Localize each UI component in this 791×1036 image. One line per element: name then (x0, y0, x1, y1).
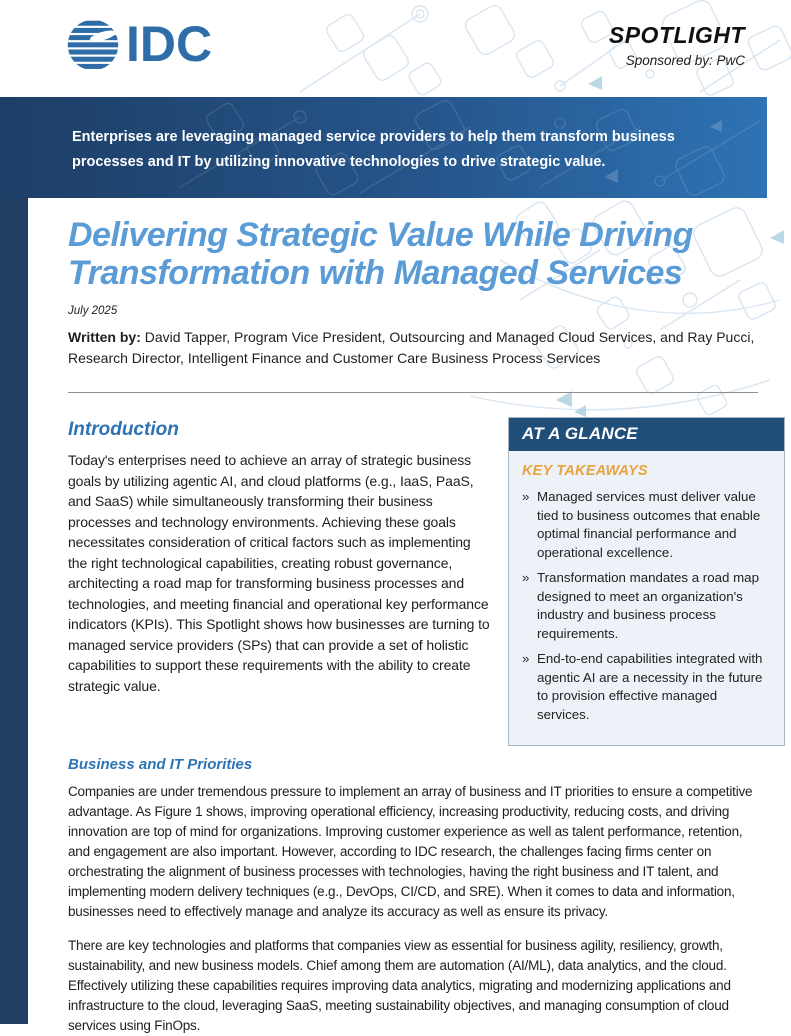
headline-banner (0, 97, 767, 198)
business-priorities-heading: Business and IT Priorities (68, 756, 253, 773)
chevron-bullet-icon: » (522, 489, 530, 504)
written-by-label: Written by: (68, 329, 141, 345)
left-edge-stripe (0, 97, 28, 1024)
idc-globe-icon (66, 18, 120, 72)
takeaway-item (522, 650, 772, 724)
takeaway-text: End-to-end capabilities integrated with agentic AI are a necessity in the future to provision effective managed services. (537, 651, 763, 722)
at-a-glance-body (509, 451, 784, 745)
publication-date: July 2025 (68, 305, 118, 317)
chevron-bullet-icon: » (522, 651, 530, 666)
document-type-label: SPOTLIGHT (608, 22, 745, 48)
takeaway-text: Managed services must deliver value tied to business outcomes that enable optimal financial performance and operational excellence. (537, 489, 761, 560)
chevron-bullet-icon: » (522, 570, 530, 585)
authors-text: David Tapper, Program Vice President, Outsourcing and Managed Cloud Services, and Ray Pucci, Research Director, Intelligent Finance and Customer Care Business Process Services (68, 329, 755, 366)
banner-headline: Enterprises are leveraging managed service providers to help them transform business processes and IT by utilizing innovative technologies to drive strategic value. (72, 129, 675, 170)
report-title: Delivering Strategic Value While Driving Transformation with Managed Services (68, 216, 693, 292)
horizontal-rule (68, 392, 758, 393)
sponsor-label: Sponsored by: PwC (625, 53, 745, 68)
intro-and-glance-row (68, 417, 785, 746)
takeaway-text: Transformation mandates a road map designed to meet an organization's industry and business process requirements. (537, 570, 759, 641)
key-takeaways-heading: KEY TAKEAWAYS (522, 463, 648, 479)
byline (68, 327, 760, 369)
at-a-glance-box (508, 417, 785, 746)
content-area (28, 198, 791, 1036)
logo-wordmark: IDC (126, 16, 213, 72)
takeaways-list (522, 488, 772, 724)
introduction-heading: Introduction (68, 419, 179, 440)
introduction-section (68, 417, 493, 746)
at-a-glance-heading: AT A GLANCE (509, 418, 784, 451)
idc-logo (66, 18, 212, 72)
masthead-right (609, 22, 745, 68)
business-priorities-paragraph: There are key technologies and platforms that companies view as essential for business agility, resiliency, growth, sustainability, and new business models. Chief among them are automation (AI/ML), data analytics, and the cloud. Effectively utilizing these capabilities requires improving data analytics, migrating and modernizing applications and infrastructure to the cloud, leveraging SaaS, meeting sustainability objectives, and managing consumption of cloud services using FinOps. (68, 938, 731, 1033)
introduction-body: Today's enterprises need to achieve an array of strategic business goals by utilizing agentic AI, and cloud platforms (e.g., IaaS, PaaS, and SaaS) while simultaneously transforming their business processes and technology environments. Achieving these goals necessitates consideration of critical factors such as implementing the right technological capabilities, creating robust governance, architecting a road map for transforming business processes and technologies, and meeting financial and operational key performance indicators (KPIs). This Spotlight shows how businesses are turning to managed service providers (SPs) that can provide a set of holistic capabilities to support these requirements with the ability to create strategic value. (68, 452, 490, 694)
takeaway-item (522, 488, 772, 562)
masthead (0, 0, 791, 97)
takeaway-item (522, 569, 772, 643)
business-priorities-paragraph: Companies are under tremendous pressure to implement an array of business and IT priorities to ensure a competitive advantage. As Figure 1 shows, improving operational efficiency, increasing productivity, reducing costs, and driving innovation are top of mind for organizations. Improving customer experience as well as talent performance, retention, and engagement are also important. However, according to IDC research, the challenges facing firms center on orchestrating the alignment of business processes with technologies, having the right business and IT talent, and implementing modern delivery techniques (e.g., DevOps, CI/CD, and SRE). When it comes to data and information, businesses need to effectively manage and analyze its accuracy as well as ensure its privacy. (68, 784, 753, 919)
